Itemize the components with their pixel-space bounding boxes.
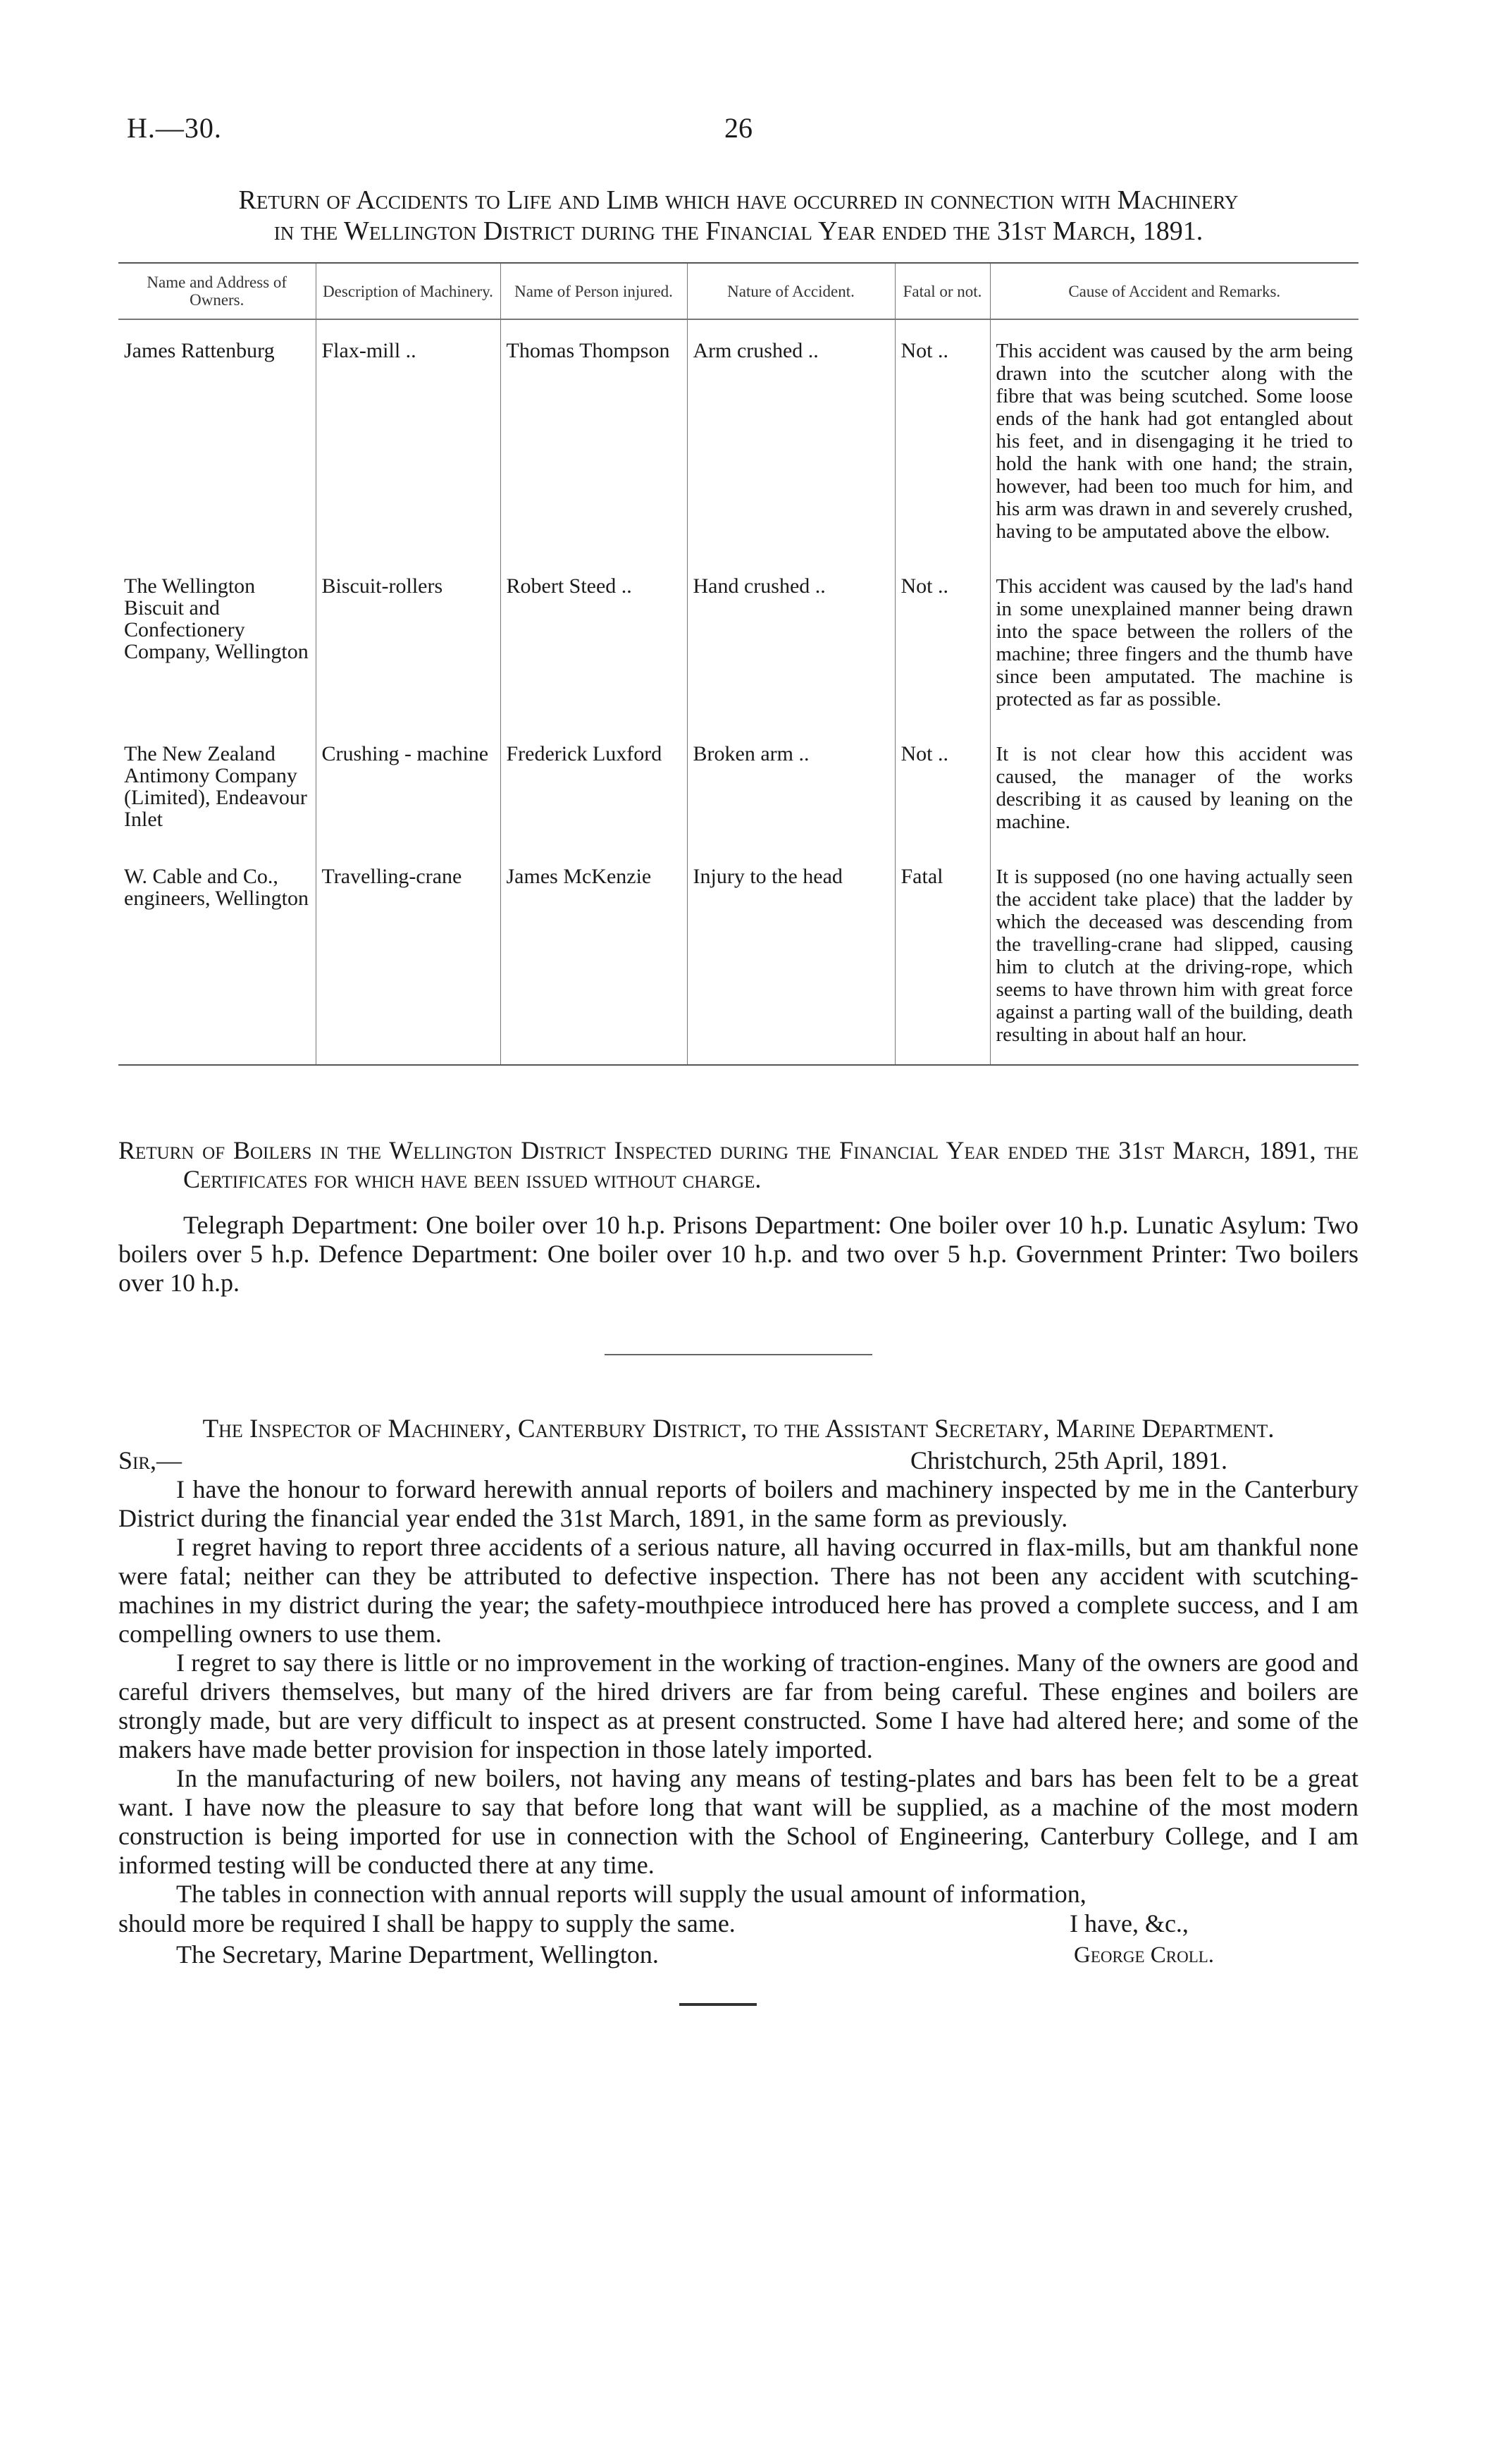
end-rule	[679, 2003, 757, 2006]
letter-heading: The Inspector of Machinery, Canterbury District, to the Assistant Secretary, Marine Department.	[202, 1415, 1275, 1443]
section-divider	[605, 1354, 872, 1355]
owner-cell: The Wellington Biscuit and Confectionery Company, Wellington	[124, 574, 309, 663]
table-row	[118, 861, 1358, 1065]
letter-paragraph: In the manufacturing of new boilers, not having any means of testing-plates and bars has been felt to be a great want. I have now the pleasure to say that before long that want will be supplied, as a machine of the most modern construction is being imported for use in connection with the School of Engineering, Canterbury College, and I am informed testing will be conducted there at any time.	[118, 1764, 1358, 1879]
person-cell: Robert Steed ..	[500, 571, 687, 739]
document-page	[118, 106, 1358, 2006]
owner-cell: The New Zealand Antimony Company (Limited), Endeavour Inlet	[124, 742, 307, 831]
nature-cell: Arm crushed ..	[687, 319, 895, 571]
owner-cell: W. Cable and Co., engineers, Wellington	[124, 865, 309, 910]
person-cell: Frederick Luxford	[500, 739, 687, 861]
machinery-cell: Crushing - machine	[316, 739, 500, 861]
column-header: Nature of Accident.	[687, 263, 895, 319]
page-header	[118, 106, 1358, 155]
cause-cell: It is not clear how this accident was caused, the manager of the works describing it as caused by leaning on the machine.	[990, 739, 1358, 861]
table-row	[118, 571, 1358, 739]
closing-line	[118, 1909, 1358, 1940]
nature-cell: Broken arm ..	[687, 739, 895, 861]
cause-cell: It is supposed (no one having actually seen the accident take place) that the ladder by which the deceased was descending from the travelling-crane had slipped, causing him to clutch at the driving-rope, which seems to have thrown him with great force against a parting wall of the building, death resulting in about half an hour.	[990, 861, 1358, 1065]
salutation-line	[118, 1444, 1358, 1475]
fatal-cell: Not ..	[895, 571, 990, 739]
salutation: Sir,—	[118, 1446, 182, 1474]
nature-cell: Injury to the head	[687, 861, 895, 1065]
table-row	[118, 319, 1358, 571]
person-cell: Thomas Thompson	[500, 319, 687, 571]
column-header: Fatal or not.	[895, 263, 990, 319]
signature: George Croll.	[1074, 1942, 1215, 1968]
letter-date: Christchurch, 25th April, 1891.	[910, 1446, 1227, 1474]
column-header: Name and Address of Owners.	[118, 263, 316, 319]
complimentary-close: I have, &c.,	[1070, 1909, 1189, 1938]
accidents-return-title	[118, 185, 1358, 247]
fatal-cell: Not ..	[895, 739, 990, 861]
boilers-return-title: Return of Boilers in the Wellington District Inspected during the Financial Year ended the 31st March, 1891, the Certificates for which have been issued without charge.	[118, 1136, 1358, 1193]
accidents-table	[118, 262, 1358, 1066]
accidents-title-line-1: Return of Accidents to Life and Limb which have occurred in connection with Machinery	[238, 185, 1239, 215]
letter-paragraph: I have the honour to forward herewith annual reports of boilers and machinery inspected by me in the Canterbury District during the financial year ended the 31st March, 1891, in the same form as previously.	[118, 1475, 1358, 1532]
accidents-title-line-2: in the Wellington District during the Financial Year ended the 31st March, 1891.	[273, 216, 1203, 246]
fatal-cell: Fatal	[895, 861, 990, 1065]
person-cell: James McKenzie	[500, 861, 687, 1065]
signature-line	[118, 1940, 1358, 1972]
page-number: 26	[724, 112, 753, 144]
machinery-cell: Travelling-crane	[316, 861, 500, 1065]
table-row	[118, 739, 1358, 861]
letter-paragraph: I regret having to report three accidents of a serious nature, all having occurred in flax-mills, but am thankful none were fatal; neither can they be attributed to defective inspection. There has not been any accident with scutching-machines in my district during the year; the safety-mouthpiece introduced here has proved a complete success, and I am compelling owners to use them.	[118, 1533, 1358, 1648]
machinery-cell: Biscuit-rollers	[316, 571, 500, 739]
closing-sentence: should more be required I shall be happy to supply the same.	[118, 1909, 736, 1938]
column-header: Description of Machinery.	[316, 263, 500, 319]
nature-cell: Hand crushed ..	[687, 571, 895, 739]
column-header: Cause of Accident and Remarks.	[990, 263, 1358, 319]
cause-cell: This accident was caused by the lad's hand in some unexplained manner being drawn into the space between the rollers of the machine; three fingers and the thumb have since been amputated. The machine is protected as far as possible.	[990, 571, 1358, 739]
fatal-cell: Not ..	[895, 319, 990, 571]
addressee: The Secretary, Marine Department, Wellington.	[176, 1940, 659, 1969]
letter-paragraph: The tables in connection with annual reports will supply the usual amount of information,	[176, 1880, 1087, 1908]
machinery-cell: Flax-mill ..	[316, 319, 500, 571]
owner-cell: James Rattenburg	[124, 339, 275, 362]
column-header: Name of Person injured.	[500, 263, 687, 319]
boilers-return-section	[118, 1136, 1358, 1194]
boilers-departments: Telegraph Department: One boiler over 10 h.p. Prisons Department: One boiler over 10 h.p. Lunatic Asylum: Two boilers over 5 h.p. Defence Department: One boiler over 10 h.p. and two over 5 h.p. Government Printer: Two boilers over 10 h.p.	[118, 1211, 1358, 1297]
table-header-row	[118, 263, 1358, 319]
document-reference: H.—30.	[127, 112, 222, 144]
letter-paragraph: I regret to say there is little or no improvement in the working of traction-engines. Many of the owners are good and careful drivers themselves, but many of the hired drivers are far from being careful. These engines and boilers are strongly made, but are very difficult to inspect as at present constructed. Some I have had altered here; and some of the makers have made better provision for inspection in those lately imported.	[118, 1649, 1358, 1763]
cause-cell: This accident was caused by the arm being drawn into the scutcher along with the fibre that was being scutched. Some loose ends of the hank had got entangled about his feet, and in disengaging it he tried to hold the hank with one hand; the strain, however, had been too much for him, and his arm was drawn in and severely crushed, having to be amputated above the elbow.	[990, 319, 1358, 571]
